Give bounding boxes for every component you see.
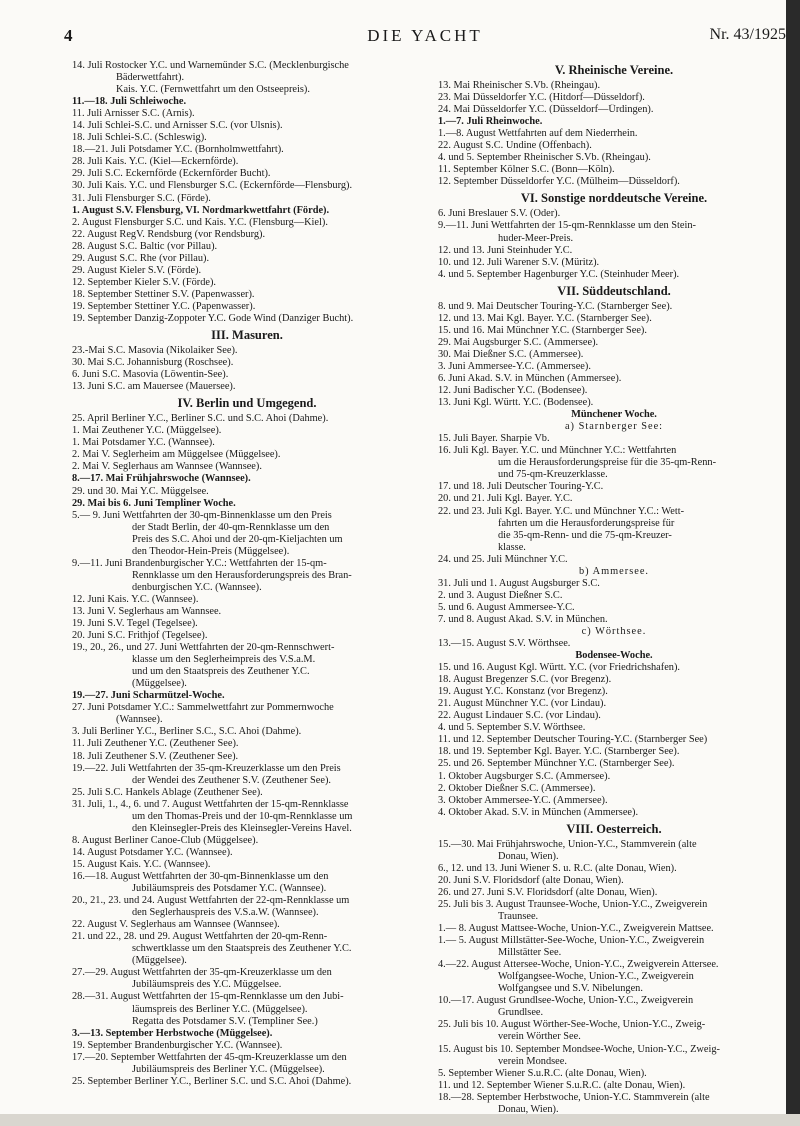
schedule-line: 15.—30. Mai Frühjahrswoche, Union-Y.C., Stammverein (alte — [438, 838, 697, 850]
schedule-line: 20. Juni S.V. Floridsdorf (alte Donau, Wien). — [438, 874, 624, 886]
schedule-line: 13. Juni Kgl. Württ. Y.C. (Bodensee). — [438, 397, 594, 409]
schedule-line: 15. und 16. Mai Münchner Y.C. (Starnberger See). — [438, 324, 647, 336]
schedule-line: um die Herausforderungspreise für die 35-qm-Renn- — [498, 457, 717, 469]
schedule-line: 30. Mai Dießner S.C. (Ammersee). — [438, 348, 584, 360]
schedule-line: 13. Mai Rheinischer S.Vb. (Rheingau). — [438, 80, 601, 91]
schedule-line: 31. Juli, 1., 4., 6. und 7. August Wettfahrten der 15-qm-Rennklasse — [72, 798, 349, 810]
schedule-line: 18.—28. September Herbstwoche, Union-Y.C. Stammverein (alte — [438, 1091, 710, 1103]
schedule-line: 13. Juni V. Seglerhaus am Wannsee. — [72, 605, 222, 617]
schedule-line: 11. Juli Zeuthener Y.C. (Zeuthener See). — [72, 738, 239, 750]
schedule-line: Jubiläumspreis des Potsdamer Y.C. (Wannsee). — [132, 883, 327, 895]
schedule-line: schwertklasse um den Staatspreis des Zeuthener Y.C. — [132, 943, 352, 955]
schedule-line: 20. Juni S.C. Frithjof (Tegelsee). — [72, 630, 208, 642]
schedule-line: 29. August S.C. Rhe (vor Pillau). — [72, 252, 210, 264]
schedule-line: 22. August V. Seglerhaus am Wannsee (Wannsee). — [72, 919, 280, 931]
schedule-line: 18. Juli Schlei-S.C. (Schleswig). — [72, 132, 207, 144]
schedule-line: 3. Oktober Ammersee-Y.C. (Ammersee). — [438, 794, 608, 806]
schedule-line: 12. Juni Kais. Y.C. (Wannsee). — [72, 593, 199, 605]
subsection-heading: c) Wörthsee. — [581, 625, 647, 637]
schedule-line: (Müggelsee). — [132, 678, 187, 690]
schedule-line: 27.—29. August Wettfahrten der 35-qm-Kreuzerklasse um den — [72, 967, 332, 979]
schedule-line: 5.— 9. Juni Wettfahrten der 30-qm-Binnenklasse um den Preis — [72, 509, 332, 521]
schedule-line: den Theodor-Hein-Preis (Müggelsee). — [132, 545, 290, 557]
schedule-line: 14. Juli Rostocker Y.C. und Warnemünder S.C. (Mecklenburgische — [72, 60, 349, 71]
schedule-line: Wolfgangsee und S.V. Nibelungen. — [498, 983, 643, 995]
schedule-line: 4. Oktober Akad. S.V. in München (Ammersee). — [438, 806, 639, 818]
schedule-line: 25. Juli bis 10. August Wörther-See-Woche, Union-Y.C., Zweig- — [438, 1019, 706, 1031]
section-heading: III. Masuren. — [211, 328, 283, 343]
schedule-line: um den Thomas-Preis und der 10-qm-Rennklasse um — [132, 810, 353, 822]
schedule-line: 4. und 5. September Rheinischer S.Vb. (Rheingau). — [438, 152, 651, 164]
schedule-line: Jubiläumspreis des Y.C. Müggelsee. — [132, 979, 282, 991]
schedule-line: 29. Mai Augsburger S.C. (Ammersee). — [438, 336, 599, 348]
schedule-line: 22. August Lindauer S.C. (vor Lindau). — [438, 710, 601, 722]
section-heading: VII. Süddeutschland. — [557, 283, 671, 298]
schedule-line: 13.—15. August S.V. Wörthsee. — [438, 638, 571, 650]
schedule-line: den Kleinsegler-Preis des Kleinsegler-Vereins Havel. — [132, 822, 352, 834]
schedule-line: Traunsee. — [498, 911, 539, 922]
schedule-line: 10.—17. August Grundlsee-Woche, Union-Y.C., Zweigverein — [438, 995, 694, 1007]
schedule-line: 19. Juni S.V. Tegel (Tegelsee). — [72, 618, 198, 630]
schedule-line: Rennklasse um den Herausforderungspreis des Bran- — [132, 569, 352, 581]
schedule-line: 8.—17. Mai Frühjahrswoche (Wannsee). — [72, 473, 251, 485]
schedule-line: 1. Mai Zeuthener Y.C. (Müggelsee). — [72, 425, 222, 437]
schedule-line: denburgischen Y.C. (Wannsee). — [132, 581, 262, 593]
schedule-line: 19.—22. Juli Wettfahrten der 35-qm-Kreuzerklasse um den Preis — [72, 762, 341, 774]
schedule-line: 11. und 12. September Wiener S.u.R.C. (alte Donau, Wien). — [438, 1079, 686, 1091]
schedule-line: 13. Juni S.C. am Mauersee (Mauersee). — [72, 381, 236, 393]
schedule-line: 18.—21. Juli Potsdamer Y.C. (Bornholmwettfahrt). — [72, 144, 284, 156]
schedule-line: 29. Mai bis 6. Juni Templiner Woche. — [72, 497, 236, 509]
page-header — [64, 26, 786, 50]
page-number: 4 — [64, 26, 73, 45]
right-column — [438, 60, 790, 1116]
schedule-line: 12. und 13. Mai Kgl. Bayer. Y.C. (Starnberger See). — [438, 312, 652, 324]
issue-number: Nr. 43/1925 — [709, 26, 786, 43]
schedule-line: Kais. Y.C. (Fernwettfahrt um den Ostseepreis). — [116, 84, 310, 96]
schedule-line: 24. und 25. Juli Münchner Y.C. — [438, 553, 568, 565]
schedule-line: 21. August Münchner Y.C. (vor Lindau). — [438, 698, 607, 710]
schedule-line: 22. August RegV. Rendsburg (vor Rendsburg). — [72, 228, 266, 240]
schedule-line: 2. Mai V. Seglerheim am Müggelsee (Müggelsee). — [72, 449, 281, 461]
schedule-line: 6. Juni Akad. S.V. in München (Ammersee). — [438, 372, 622, 384]
schedule-line: 16. Juli Kgl. Bayer. Y.C. und Münchner Y.C.: Wettfahrten — [438, 445, 677, 457]
schedule-line: 11.—18. Juli Schleiwoche. — [72, 96, 187, 108]
schedule-line: 20., 21., 23. und 24. August Wettfahrten der 22-qm-Rennklasse um — [72, 895, 350, 907]
schedule-line: 3.—13. September Herbstwoche (Müggelsee). — [72, 1027, 273, 1039]
schedule-line: 3. Juni Ammersee-Y.C. (Ammersee). — [438, 360, 591, 372]
schedule-line: huder-Meer-Preis. — [498, 232, 574, 244]
schedule-line: 19. September Stettiner Y.C. (Papenwasser). — [72, 300, 256, 312]
schedule-line: der Wendei des Zeuthener S.V. (Zeuthener See). — [132, 774, 331, 786]
schedule-line: 31. Juli Flensburger S.C. (Förde). — [72, 192, 211, 204]
schedule-line: Wolfgangsee-Woche, Union-Y.C., Zweigverein — [498, 971, 694, 983]
schedule-line: 16.—18. August Wettfahrten der 30-qm-Binnenklasse um den — [72, 871, 329, 882]
schedule-line: 19., 20., 26., und 27. Juni Wettfahrten der 20-qm-Rennschwert- — [72, 642, 335, 654]
schedule-line: 29. Juli S.C. Eckernförde (Eckernförder Bucht). — [72, 168, 271, 180]
schedule-line: 21. und 22., 28. und 29. August Wettfahrten der 20-qm-Renn- — [72, 931, 328, 943]
schedule-line: läumspreis des Berliner Y.C. (Müggelsee). — [132, 1003, 308, 1015]
schedule-line: 12. und 13. Juni Steinhuder Y.C. — [438, 244, 573, 256]
schedule-line: klasse. — [498, 541, 526, 553]
schedule-line: 30. Juli Kais. Y.C. und Flensburger S.C. (Eckernförde—Flensburg). — [72, 180, 353, 192]
schedule-line: und um den Staatspreis des Zeuthener Y.C. — [132, 666, 310, 678]
schedule-line: 28. August S.C. Baltic (vor Pillau). — [72, 240, 218, 252]
schedule-line: 4. und 5. September Hagenburger Y.C. (Steinhuder Meer). — [438, 268, 680, 280]
schedule-line: 6., 12. und 13. Juni Wiener S. u. R.C. (alte Donau, Wien). — [438, 862, 677, 874]
schedule-line: verein Mondsee. — [498, 1055, 567, 1067]
schedule-line: 11. Juli Arnisser S.C. (Arnis). — [72, 108, 195, 120]
schedule-line: 11. September Kölner S.C. (Bonn—Köln). — [438, 164, 615, 176]
schedule-line: 29. und 30. Mai Y.C. Müggelsee. — [72, 485, 209, 497]
schedule-line: 6. Juni S.C. Masovia (Löwentin-See). — [72, 369, 229, 381]
schedule-line: 28.—31. August Wettfahrten der 15-qm-Rennklasse um den Jubi- — [72, 991, 344, 1003]
schedule-line: 10. und 12. Juli Warener S.V. (Müritz). — [438, 256, 600, 268]
schedule-line: (Wannsee). — [116, 714, 163, 726]
schedule-line: die 35-qm-Renn- und die 75-qm-Kreuzer- — [498, 529, 672, 541]
schedule-line: 11. und 12. September Deutscher Touring-Y.C. (Starnberger See) — [438, 734, 708, 746]
schedule-line: 20. und 21. Juli Kgl. Bayer. Y.C. — [438, 493, 573, 505]
scan-bottom-edge — [0, 1114, 800, 1126]
schedule-line: 1. August S.V. Flensburg, VI. Nordmarkwettfahrt (Förde). — [72, 204, 330, 216]
schedule-line: 18. und 19. September Kgl. Bayer. Y.C. (Starnberger See). — [438, 746, 680, 758]
schedule-line: 26. und 27. Juni S.V. Floridsdorf (alte Donau, Wien). — [438, 886, 658, 898]
schedule-line: 25. Juli bis 3. August Traunsee-Woche, Union-Y.C., Zweigverein — [438, 898, 708, 910]
schedule-line: 18. August Bregenzer S.C. (vor Bregenz). — [438, 674, 612, 686]
schedule-line: 14. Juli Schlei-S.C. und Arnisser S.C. (vor Ulsnis). — [72, 120, 283, 132]
schedule-line: (Müggelsee). — [132, 955, 187, 967]
schedule-line: verein Wörther See. — [498, 1031, 581, 1043]
schedule-line: 5. September Wiener S.u.R.C. (alte Donau, Wien). — [438, 1067, 647, 1079]
schedule-line: Regatta des Potsdamer S.V. (Templiner See.) — [132, 1015, 318, 1027]
schedule-line: 18. September Stettiner S.V. (Papenwasser). — [72, 288, 255, 300]
schedule-line: 1.—8. August Wettfahrten auf dem Niederrhein. — [438, 128, 638, 140]
schedule-line: 3. Juli Berliner Y.C., Berliner S.C., S.C. Ahoi (Dahme). — [72, 726, 302, 738]
schedule-line: den Seglerhauspreis des V.S.a.W. (Wannsee). — [132, 907, 319, 919]
schedule-line: Preis des S.C. Ahoi und der 20-qm-Kieljachten um — [132, 533, 343, 545]
schedule-line: 12. September Düsseldorfer Y.C. (Mülheim—Düsseldorf). — [438, 176, 680, 188]
schedule-line: 6. Juni Breslauer S.V. (Oder). — [438, 208, 561, 220]
schedule-line: 31. Juli und 1. August Augsburger S.C. — [438, 577, 600, 589]
schedule-line: 17.—20. September Wettfahrten der 45-qm-Kreuzerklasse um den — [72, 1051, 347, 1063]
schedule-line: 14. August Potsdamer Y.C. (Wannsee). — [72, 846, 233, 858]
subsection-heading: b) Ammersee. — [578, 565, 650, 577]
schedule-line: 23. Mai Düsseldorfer Y.C. (Hitdorf—Düsseldorf). — [438, 92, 645, 104]
schedule-line: 1. Mai Potsdamer Y.C. (Wannsee). — [72, 437, 215, 449]
left-column — [72, 60, 422, 1088]
schedule-line: Bäderwettfahrt). — [116, 72, 185, 84]
schedule-line: 30. Mai S.C. Johannisburg (Roschsee). — [72, 357, 234, 369]
schedule-line: 15. Juli Bayer. Sharpie Vb. — [438, 433, 550, 445]
schedule-line: 19. September Brandenburgischer Y.C. (Wannsee). — [72, 1039, 283, 1051]
subsection-heading: Münchener Woche. — [571, 409, 657, 421]
schedule-line: 17. und 18. Juli Deutscher Touring-Y.C. — [438, 481, 604, 493]
schedule-line: 4. und 5. September S.V. Wörthsee. — [438, 722, 586, 734]
schedule-line: 4.—22. August Attersee-Woche, Union-Y.C., Zweigverein Attersee. — [438, 959, 719, 971]
schedule-line: 2. August Flensburger S.C. und Kais. Y.C. (Flensburg—Kiel). — [72, 216, 328, 228]
schedule-line: 7. und 8. August Akad. S.V. in München. — [438, 613, 608, 625]
schedule-line: 9.—11. Juni Wettfahrten der 15-qm-Rennklasse um den Stein- — [438, 220, 696, 232]
subsection-heading: a) Starnberger See: — [564, 421, 664, 433]
schedule-line: 15. und 16. August Kgl. Württ. Y.C. (vor Friedrichshafen). — [438, 662, 681, 674]
schedule-line: 27. Juni Potsdamer Y.C.: Sammelwettfahrt zur Pommernwoche — [72, 702, 334, 714]
schedule-line: 8. und 9. Mai Deutscher Touring-Y.C. (Starnberger See). — [438, 300, 673, 312]
schedule-line: Millstätter See. — [498, 947, 562, 959]
journal-title: DIE YACHT — [367, 26, 483, 45]
schedule-line: und 75-qm-Kreuzerklasse. — [498, 469, 608, 481]
schedule-line: 8. August Berliner Canoe-Club (Müggelsee). — [72, 834, 259, 846]
schedule-line: 28. Juli Kais. Y.C. (Kiel—Eckernförde). — [72, 156, 239, 168]
section-heading: IV. Berlin und Umgegend. — [177, 396, 317, 411]
schedule-line: 1. Oktober Augsburger S.C. (Ammersee). — [438, 770, 611, 782]
schedule-line: 2. und 3. August Dießner S.C. — [438, 589, 563, 601]
section-heading: V. Rheinische Vereine. — [554, 63, 674, 77]
schedule-line: 9.—11. Juni Brandenburgischer Y.C.: Wettfahrten der 15-qm- — [72, 557, 327, 569]
schedule-line: 25. April Berliner Y.C., Berliner S.C. und S.C. Ahoi (Dahme). — [72, 413, 329, 425]
schedule-line: 19.—27. Juni Scharmützel-Woche. — [72, 690, 225, 702]
schedule-line: 19. August Y.C. Konstanz (vor Bregenz). — [438, 686, 608, 698]
schedule-line: 1.— 8. August Mattsee-Woche, Union-Y.C., Zweigverein Mattsee. — [438, 923, 714, 935]
schedule-line: Grundlsee. — [498, 1007, 544, 1019]
schedule-line: 25. und 26. September Münchner Y.C. (Starnberger See). — [438, 758, 675, 770]
schedule-line: 12. Juni Badischer Y.C. (Bodensee). — [438, 385, 588, 397]
schedule-line: Jubiläumspreis des Berliner Y.C. (Müggelsee). — [132, 1063, 325, 1075]
schedule-line: 24. Mai Düsseldorfer Y.C. (Düsseldorf—Ürdingen). — [438, 104, 654, 116]
schedule-line: 25. September Berliner Y.C., Berliner S.C. und S.C. Ahoi (Dahme). — [72, 1075, 352, 1087]
schedule-line: fahrten um die Herausforderungspreise für — [498, 517, 675, 529]
schedule-line: 18. Juli Zeuthener S.V. (Zeuthener See). — [72, 750, 239, 762]
schedule-line: 12. September Kieler S.V. (Förde). — [72, 276, 217, 288]
schedule-line: Donau, Wien). — [498, 850, 559, 862]
schedule-line: 19. September Danzig-Zoppoter Y.C. Gode Wind (Danziger Bucht). — [72, 312, 354, 324]
schedule-line: 5. und 6. August Ammersee-Y.C. — [438, 601, 575, 613]
schedule-line: klasse um den Seglerheimpreis des V.S.a.M. — [132, 654, 316, 666]
schedule-line: 1.— 5. August Millstätter-See-Woche, Union-Y.C., Zweigverein — [438, 935, 705, 947]
schedule-line: 22. und 23. Juli Kgl. Bayer. Y.C. und Münchner Y.C.: Wett- — [438, 505, 685, 517]
subsection-heading: Bodensee-Woche. — [575, 650, 653, 662]
section-heading: VIII. Oesterreich. — [566, 821, 662, 836]
schedule-line: 15. August Kais. Y.C. (Wannsee). — [72, 858, 211, 870]
schedule-line: 1.—7. Juli Rheinwoche. — [438, 116, 543, 128]
schedule-line: 25. Juli S.C. Hankels Ablage (Zeuthener See). — [72, 786, 263, 798]
schedule-line: der Stadt Berlin, der 40-qm-Rennklasse um den — [132, 521, 330, 533]
schedule-line: 22. August S.C. Undine (Offenbach). — [438, 140, 592, 152]
schedule-line: 23.-Mai S.C. Masovia (Nikolaiker See). — [72, 345, 238, 357]
section-heading: VI. Sonstige norddeutsche Vereine. — [520, 191, 708, 206]
schedule-line: Donau, Wien). — [498, 1103, 559, 1115]
schedule-line: 2. Oktober Dießner S.C. (Ammersee). — [438, 782, 596, 794]
schedule-line: 29. August Kieler S.V. (Förde). — [72, 264, 202, 276]
schedule-line: 2. Mai V. Seglerhaus am Wannsee (Wannsee). — [72, 461, 262, 473]
schedule-line: 15. August bis 10. September Mondsee-Woche, Union-Y.C., Zweig- — [438, 1043, 720, 1055]
